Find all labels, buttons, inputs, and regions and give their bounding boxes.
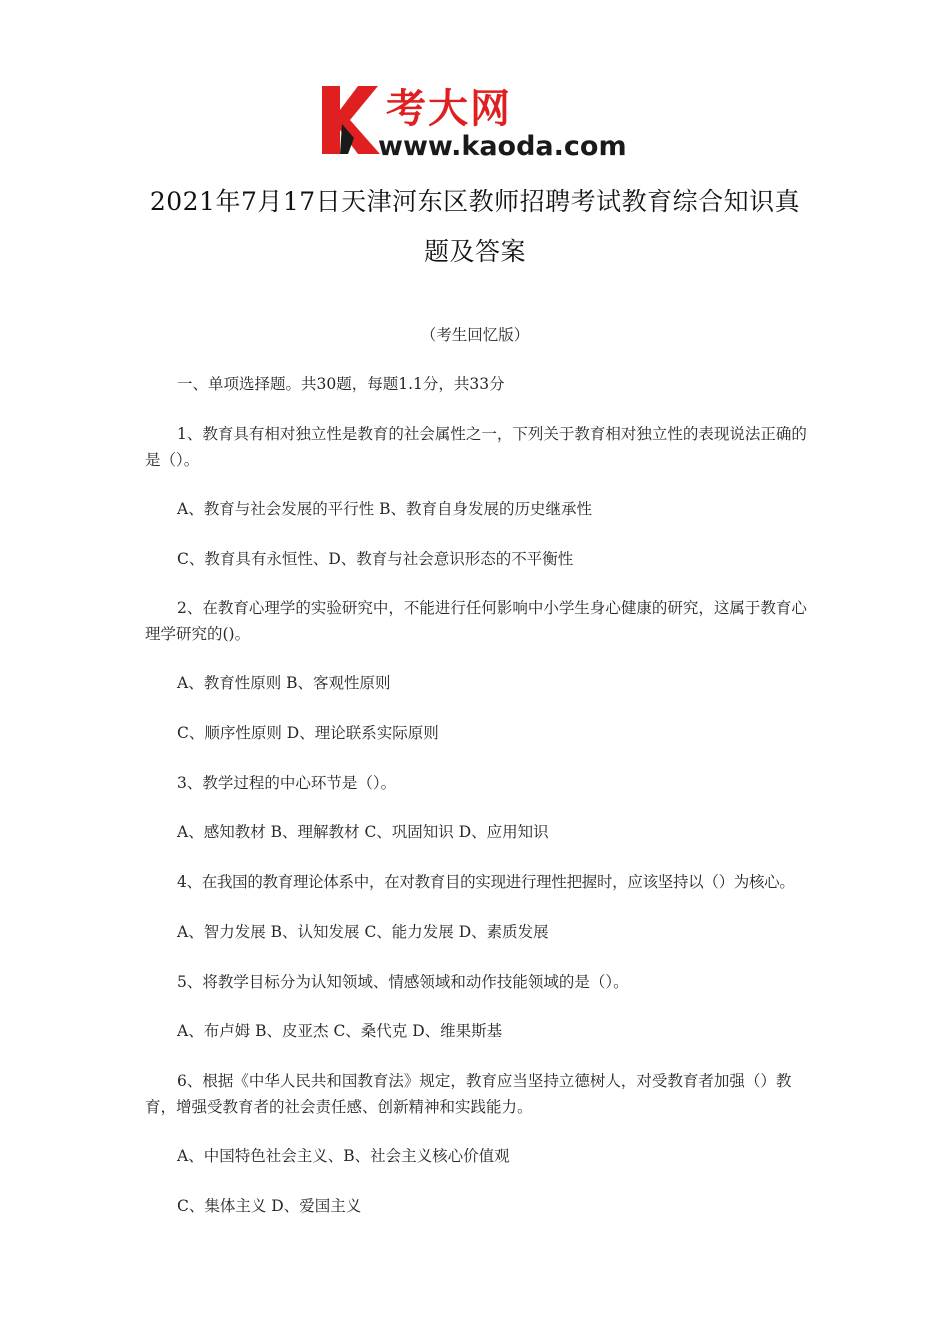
- question-4: 4、在我国的教育理论体系中，在对教育目的实现进行理性把握时，应该坚持以（）为核心。: [177, 873, 795, 891]
- document-title-line-1: 2021年7月17日天津河东区教师招聘考试教育综合知识真: [149, 187, 801, 216]
- kaoda-logo-graphic: [318, 80, 638, 162]
- question-2-options-cd: C、顺序性原则 D、理论联系实际原则: [177, 724, 439, 742]
- brand-name: 考大网: [386, 86, 512, 132]
- document-title-line-2: 题及答案: [423, 237, 526, 266]
- question-6-options-cd: C、集体主义 D、爱国主义: [177, 1197, 362, 1215]
- question-3: 3、教学过程的中心环节是（）。: [177, 774, 397, 792]
- question-6: 6、根据《中华人民共和国教育法》规定，教育应当坚持立德树人，对受教育者加强（）教育，增强受教育者的社会责任感、创新精神和实践能力。: [145, 1072, 792, 1116]
- question-1: 1、教育具有相对独立性是教育的社会属性之一，下列关于教育相对独立性的表现说法正确的是（）。: [145, 425, 807, 469]
- brand-url: www.kaoda.com: [378, 131, 627, 162]
- question-1-options-cd: C、教育具有永恒性、D、教育与社会意识形态的不平衡性: [177, 550, 574, 568]
- section-heading: 一、单项选择题。共30题，每题1.1分，共33分: [177, 375, 505, 393]
- question-5: 5、将教学目标分为认知领域、情感领域和动作技能领域的是（）。: [177, 973, 629, 991]
- question-3-options: A、感知教材 B、理解教材 C、巩固知识 D、应用知识: [177, 823, 549, 841]
- question-1-options-ab: A、教育与社会发展的平行性 B、教育自身发展的历史继承性: [177, 500, 593, 518]
- subtitle: （考生回忆版）: [420, 326, 530, 344]
- question-2-options-ab: A、教育性原则 B、客观性原则: [177, 674, 391, 692]
- question-6-options-ab: A、中国特色社会主义、B、社会主义核心价值观: [177, 1147, 510, 1165]
- kaoda-logo: [318, 80, 638, 162]
- question-5-options: A、布卢姆 B、皮亚杰 C、桑代克 D、维果斯基: [177, 1022, 503, 1040]
- question-2: 2、在教育心理学的实验研究中，不能进行任何影响中小学生身心健康的研究，这属于教育心理学研究的()。: [145, 599, 807, 643]
- question-4-options: A、智力发展 B、认知发展 C、能力发展 D、素质发展: [177, 923, 549, 941]
